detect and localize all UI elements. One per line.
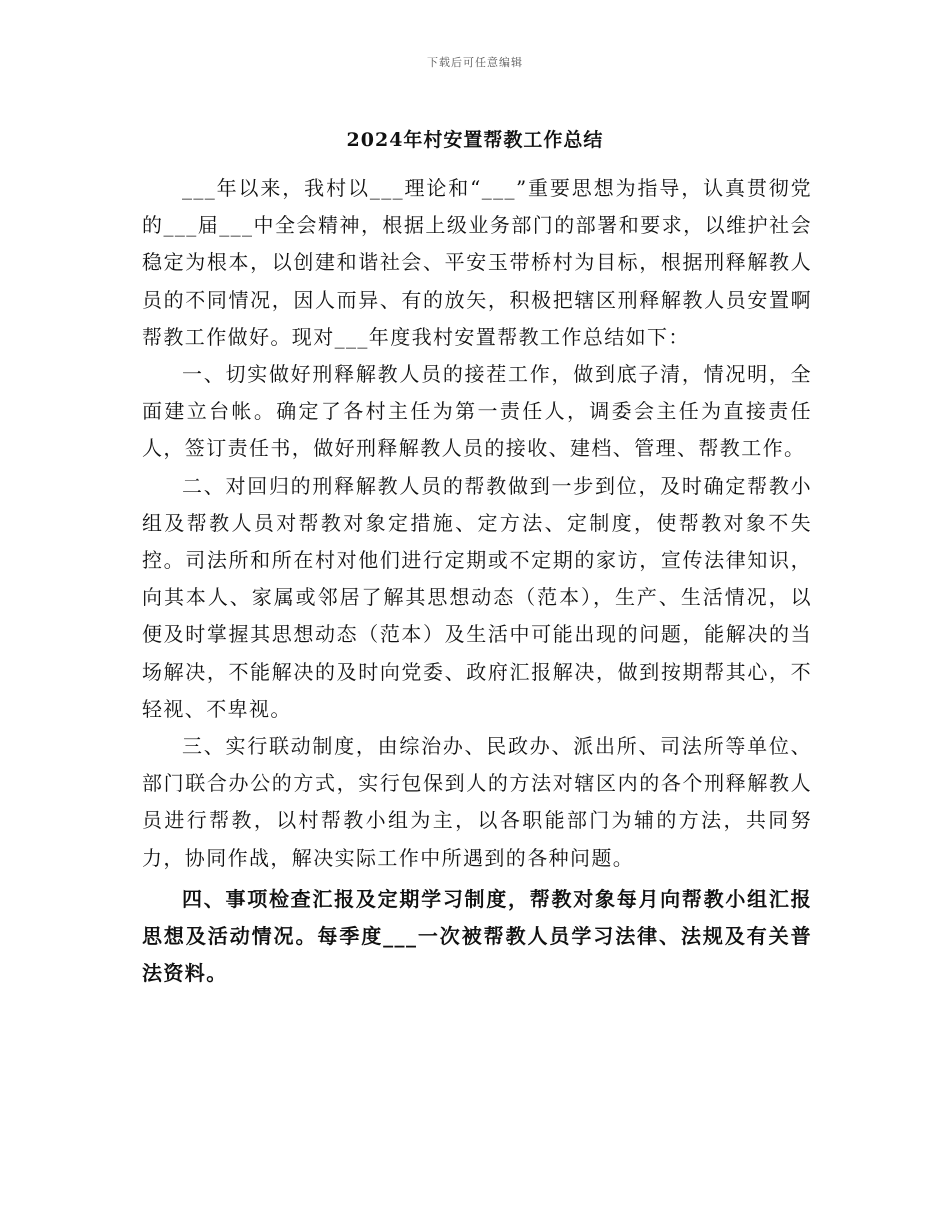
paragraph-section-4: 四、事项检查汇报及定期学习制度，帮教对象每月向帮教小组汇报思想及活动情况。每季度___一次被帮教人员学习法律、法规及有关普法资料。	[142, 886, 812, 986]
paragraph-section-1: 一、切实做好刑释解教人员的接茬工作，做到底子清，情况明，全面建立台帐。确定了各村主任为第一责任人，调委会主任为直接责任人，签订责任书，做好刑释解教人员的接收、建档、管理、帮教工作。	[142, 362, 812, 461]
document-title: 2024年村安置帮教工作总结	[346, 129, 604, 151]
header-note: 下载后可任意编辑	[427, 56, 523, 69]
paragraph-section-2: 二、对回归的刑释解教人员的帮教做到一步到位，及时确定帮教小组及帮教人员对帮教对象定措施、定方法、定制度，使帮教对象不失控。司法所和所在村对他们进行定期或不定期的家访，宣传法律知识，向其本人、家属或邻居了解其思想动态（范本），生产、生活情况，以便及时掌握其思想动态（范本）及生活中可能出现的问题，能解决的当场解决，不能解决的及时向党委、政府汇报解决，做到按期帮其心，不轻视、不卑视。	[142, 473, 812, 721]
paragraph-intro: ___年以来，我村以___理论和“___”重要思想为指导，认真贯彻党的___届___中全会精神，根据上级业务部门的部署和要求，以维护社会稳定为根本，以创建和谐社会、平安玉带桥村为目标，根据刑释解教人员的不同情况，因人而异、有的放矢，积极把辖区刑释解教人员安置啊帮教工作做好。现对___年度我村安置帮教工作总结如下：	[142, 176, 812, 349]
paragraph-section-3: 三、实行联动制度，由综治办、民政办、派出所、司法所等单位、部门联合办公的方式，实行包保到人的方法对辖区内的各个刑释解教人员进行帮教，以村帮教小组为主，以各职能部门为辅的方法，共同努力，协同作战，解决实际工作中所遇到的各种问题。	[142, 734, 812, 870]
document-body	[142, 170, 812, 992]
